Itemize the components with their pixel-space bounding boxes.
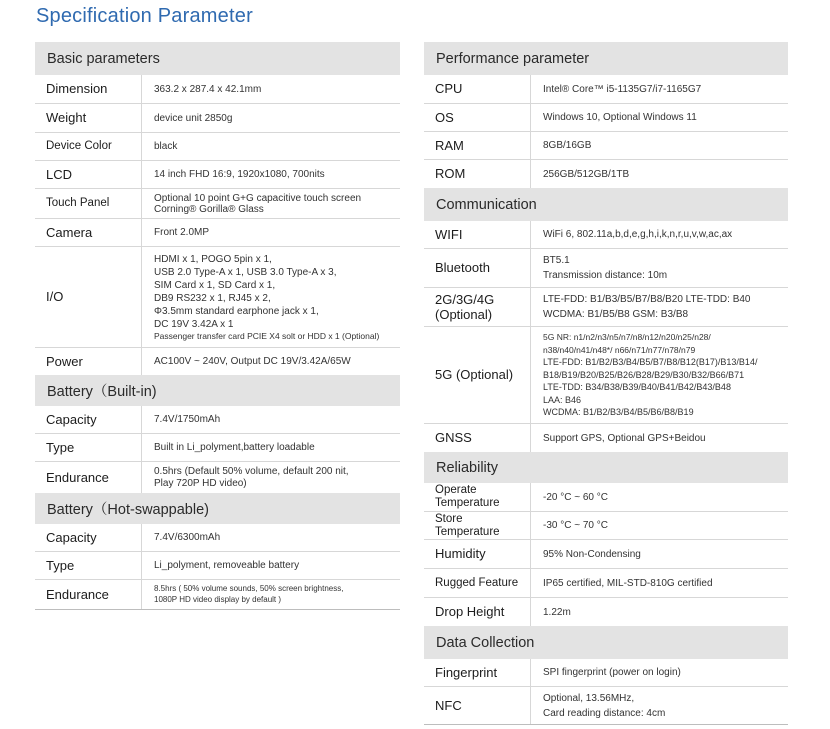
spec-row-power	[35, 348, 400, 375]
spec-row-bluetooth	[424, 249, 788, 288]
spec-value: 14 inch FHD 16:9, 1920x1080, 700nits	[154, 169, 325, 180]
spec-label: Type	[35, 434, 142, 461]
spec-row-os	[424, 104, 788, 132]
spec-label: Drop Height	[424, 598, 531, 626]
spec-row-fingerprint	[424, 659, 788, 687]
spec-value: AC100V ~ 240V, Output DC 19V/3.42A/65W	[154, 356, 351, 367]
section-heading-basic: Basic parameters	[35, 42, 400, 75]
spec-value: Passenger transfer card PCIE X4 solt or HDD x 1 (Optional)	[154, 330, 380, 341]
spec-label: Endurance	[35, 462, 142, 493]
spec-value: B18/B19/B20/B25/B26/B28/B29/B30/B32/B66/B71	[543, 369, 745, 380]
section-heading-battery-hot: Battery（Hot-swappable)	[35, 493, 400, 524]
spec-row-rom	[424, 160, 788, 188]
spec-value: USB 2.0 Type-A x 1, USB 3.0 Type-A x 3,	[154, 266, 337, 278]
spec-label: CPU	[424, 75, 531, 103]
spec-value: -30 °C ~ 70 °C	[543, 520, 608, 531]
spec-value: Intel® Core™ i5-1135G7/i7-1165G7	[543, 83, 702, 95]
spec-label: Store Temperature	[424, 512, 531, 539]
spec-value: DB9 RS232 x 1, RJ45 x 2,	[154, 292, 271, 304]
spec-label: Rugged Feature	[424, 569, 531, 597]
spec-row-capacity	[35, 524, 400, 552]
spec-row-store-temperature	[424, 512, 788, 540]
spec-value: 8.5hrs ( 50% volume sounds, 50% screen brightness,	[154, 584, 344, 593]
spec-row-wifi	[424, 221, 788, 249]
spec-value: WCDMA: B1/B5/B8 GSM: B3/B8	[543, 309, 689, 320]
spec-label: Operate Temperature	[424, 483, 531, 511]
spec-label: 2G/3G/4G (Optional)	[424, 288, 531, 326]
section-heading-data-collection: Data Collection	[424, 626, 788, 659]
spec-row-endurance	[35, 462, 400, 493]
spec-label: Endurance	[35, 580, 142, 609]
spec-value: WCDMA: B1/B2/B3/B4/B5/B6/B8/B19	[543, 407, 694, 418]
spec-value: Φ3.5mm standard earphone jack x 1,	[154, 305, 319, 317]
spec-row-io	[35, 247, 400, 348]
spec-row-humidity	[424, 540, 788, 569]
section-heading-reliability: Reliability	[424, 452, 788, 483]
spec-label: LCD	[35, 161, 142, 188]
spec-value: 0.5hrs (Default 50% volume, default 200 nit,	[154, 465, 349, 477]
spec-label: I/O	[35, 247, 142, 347]
spec-row-endurance	[35, 580, 400, 610]
spec-label: WIFI	[424, 221, 531, 248]
spec-value: 256GB/512GB/1TB	[543, 168, 630, 180]
spec-value: Li_polyment, removeable battery	[154, 560, 300, 571]
spec-row-type	[35, 434, 400, 462]
page-title: Specification Parameter	[36, 5, 253, 27]
spec-value: n38/n40/n41/n48*/ n66/n71/n77/n78/n79	[543, 344, 696, 355]
spec-row-touch-panel	[35, 189, 400, 219]
spec-label: Camera	[35, 219, 142, 246]
spec-value: LTE-TDD: B34/B38/B39/B40/B41/B42/B43/B48	[543, 382, 731, 393]
spec-label: Power	[35, 348, 142, 375]
spec-value: 5G NR: n1/n2/n3/n5/n7/n8/n12/n20/n25/n28/	[543, 332, 711, 343]
spec-value: Built in Li_polyment,battery loadable	[154, 442, 315, 453]
spec-label: GNSS	[424, 424, 531, 452]
spec-value: Card reading distance: 4cm	[543, 707, 666, 719]
spec-value: 7.4V/6300mAh	[154, 532, 221, 543]
spec-value: LTE-FDD: B1/B3/B5/B7/B8/B20 LTE-TDD: B40	[543, 294, 751, 305]
spec-row-weight	[35, 104, 400, 133]
spec-label: Humidity	[424, 540, 531, 568]
spec-value: 8GB/16GB	[543, 140, 592, 151]
spec-value: black	[154, 141, 178, 152]
spec-value: -20 °C ~ 60 °C	[543, 491, 608, 503]
spec-label: Capacity	[35, 524, 142, 551]
spec-row-ram	[424, 132, 788, 160]
spec-label: RAM	[424, 132, 531, 159]
spec-label: Device Color	[35, 133, 142, 160]
spec-value: SPI fingerprint (power on login)	[543, 667, 681, 678]
spec-row-5g	[424, 327, 788, 424]
spec-row-drop-height	[424, 598, 788, 626]
spec-value: Optional 10 point G+G capacitive touch screen	[154, 192, 362, 204]
spec-label: Bluetooth	[424, 249, 531, 287]
spec-label: Weight	[35, 104, 142, 132]
spec-label: 5G (Optional)	[424, 327, 531, 423]
section-heading-communication: Communication	[424, 188, 788, 221]
spec-value: IP65 certified, MIL-STD-810G certified	[543, 577, 713, 589]
left-column	[35, 42, 400, 610]
spec-row-type	[35, 552, 400, 580]
spec-label: OS	[424, 104, 531, 131]
spec-value: Optional, 13.56MHz,	[543, 692, 635, 704]
spec-value: 95% Non-Condensing	[543, 548, 641, 560]
spec-value: device unit 2850g	[154, 112, 233, 124]
spec-value: Support GPS, Optional GPS+Beidou	[543, 432, 706, 444]
section-heading-performance: Performance parameter	[424, 42, 788, 75]
spec-value: 363.2 x 287.4 x 42.1mm	[154, 83, 262, 95]
spec-row-dimension	[35, 75, 400, 104]
spec-value: 1080P HD video display by default )	[154, 594, 282, 604]
spec-value: WiFi 6, 802.11a,b,d,e,g,h,i,k,n,r,u,v,w,ac,ax	[543, 229, 733, 240]
spec-label: ROM	[424, 160, 531, 188]
spec-value: Transmission distance: 10m	[543, 270, 668, 281]
spec-row-lcd	[35, 161, 400, 189]
spec-value: BT5.1	[543, 255, 570, 266]
spec-row-cpu	[424, 75, 788, 104]
spec-value: HDMI x 1, POGO 5pin x 1,	[154, 253, 272, 265]
section-heading-battery-builtin: Battery（Built-in)	[35, 375, 400, 406]
spec-row-gnss	[424, 424, 788, 452]
spec-value: 7.4V/1750mAh	[154, 414, 221, 425]
spec-label: Touch Panel	[35, 189, 142, 218]
spec-row-rugged-feature	[424, 569, 788, 598]
spec-value: Play 720P HD video)	[154, 477, 247, 489]
spec-label: Type	[35, 552, 142, 579]
spec-value: 1.22m	[543, 606, 571, 618]
spec-label: Dimension	[35, 75, 142, 103]
spec-value: LAA: B46	[543, 394, 582, 405]
spec-row-nfc	[424, 687, 788, 725]
spec-row-capacity	[35, 406, 400, 434]
spec-value: DC 19V 3.42A x 1	[154, 318, 234, 330]
spec-row-device-color	[35, 133, 400, 161]
spec-value: SIM Card x 1, SD Card x 1,	[154, 279, 276, 291]
spec-row-operate-temperature	[424, 483, 788, 512]
spec-value: Windows 10, Optional Windows 11	[543, 112, 697, 123]
spec-row-2g-3g-4g	[424, 288, 788, 327]
right-column	[424, 42, 788, 725]
spec-label: Fingerprint	[424, 659, 531, 686]
spec-row-camera	[35, 219, 400, 247]
spec-value: Front 2.0MP	[154, 227, 210, 238]
spec-value: Corning® Gorilla® Glass	[154, 203, 264, 215]
spec-label: NFC	[424, 687, 531, 724]
spec-label: Capacity	[35, 406, 142, 433]
spec-value: LTE-FDD: B1/B2/B3/B4/B5/B7/B8/B12(B17)/B13/B14/	[543, 357, 758, 368]
